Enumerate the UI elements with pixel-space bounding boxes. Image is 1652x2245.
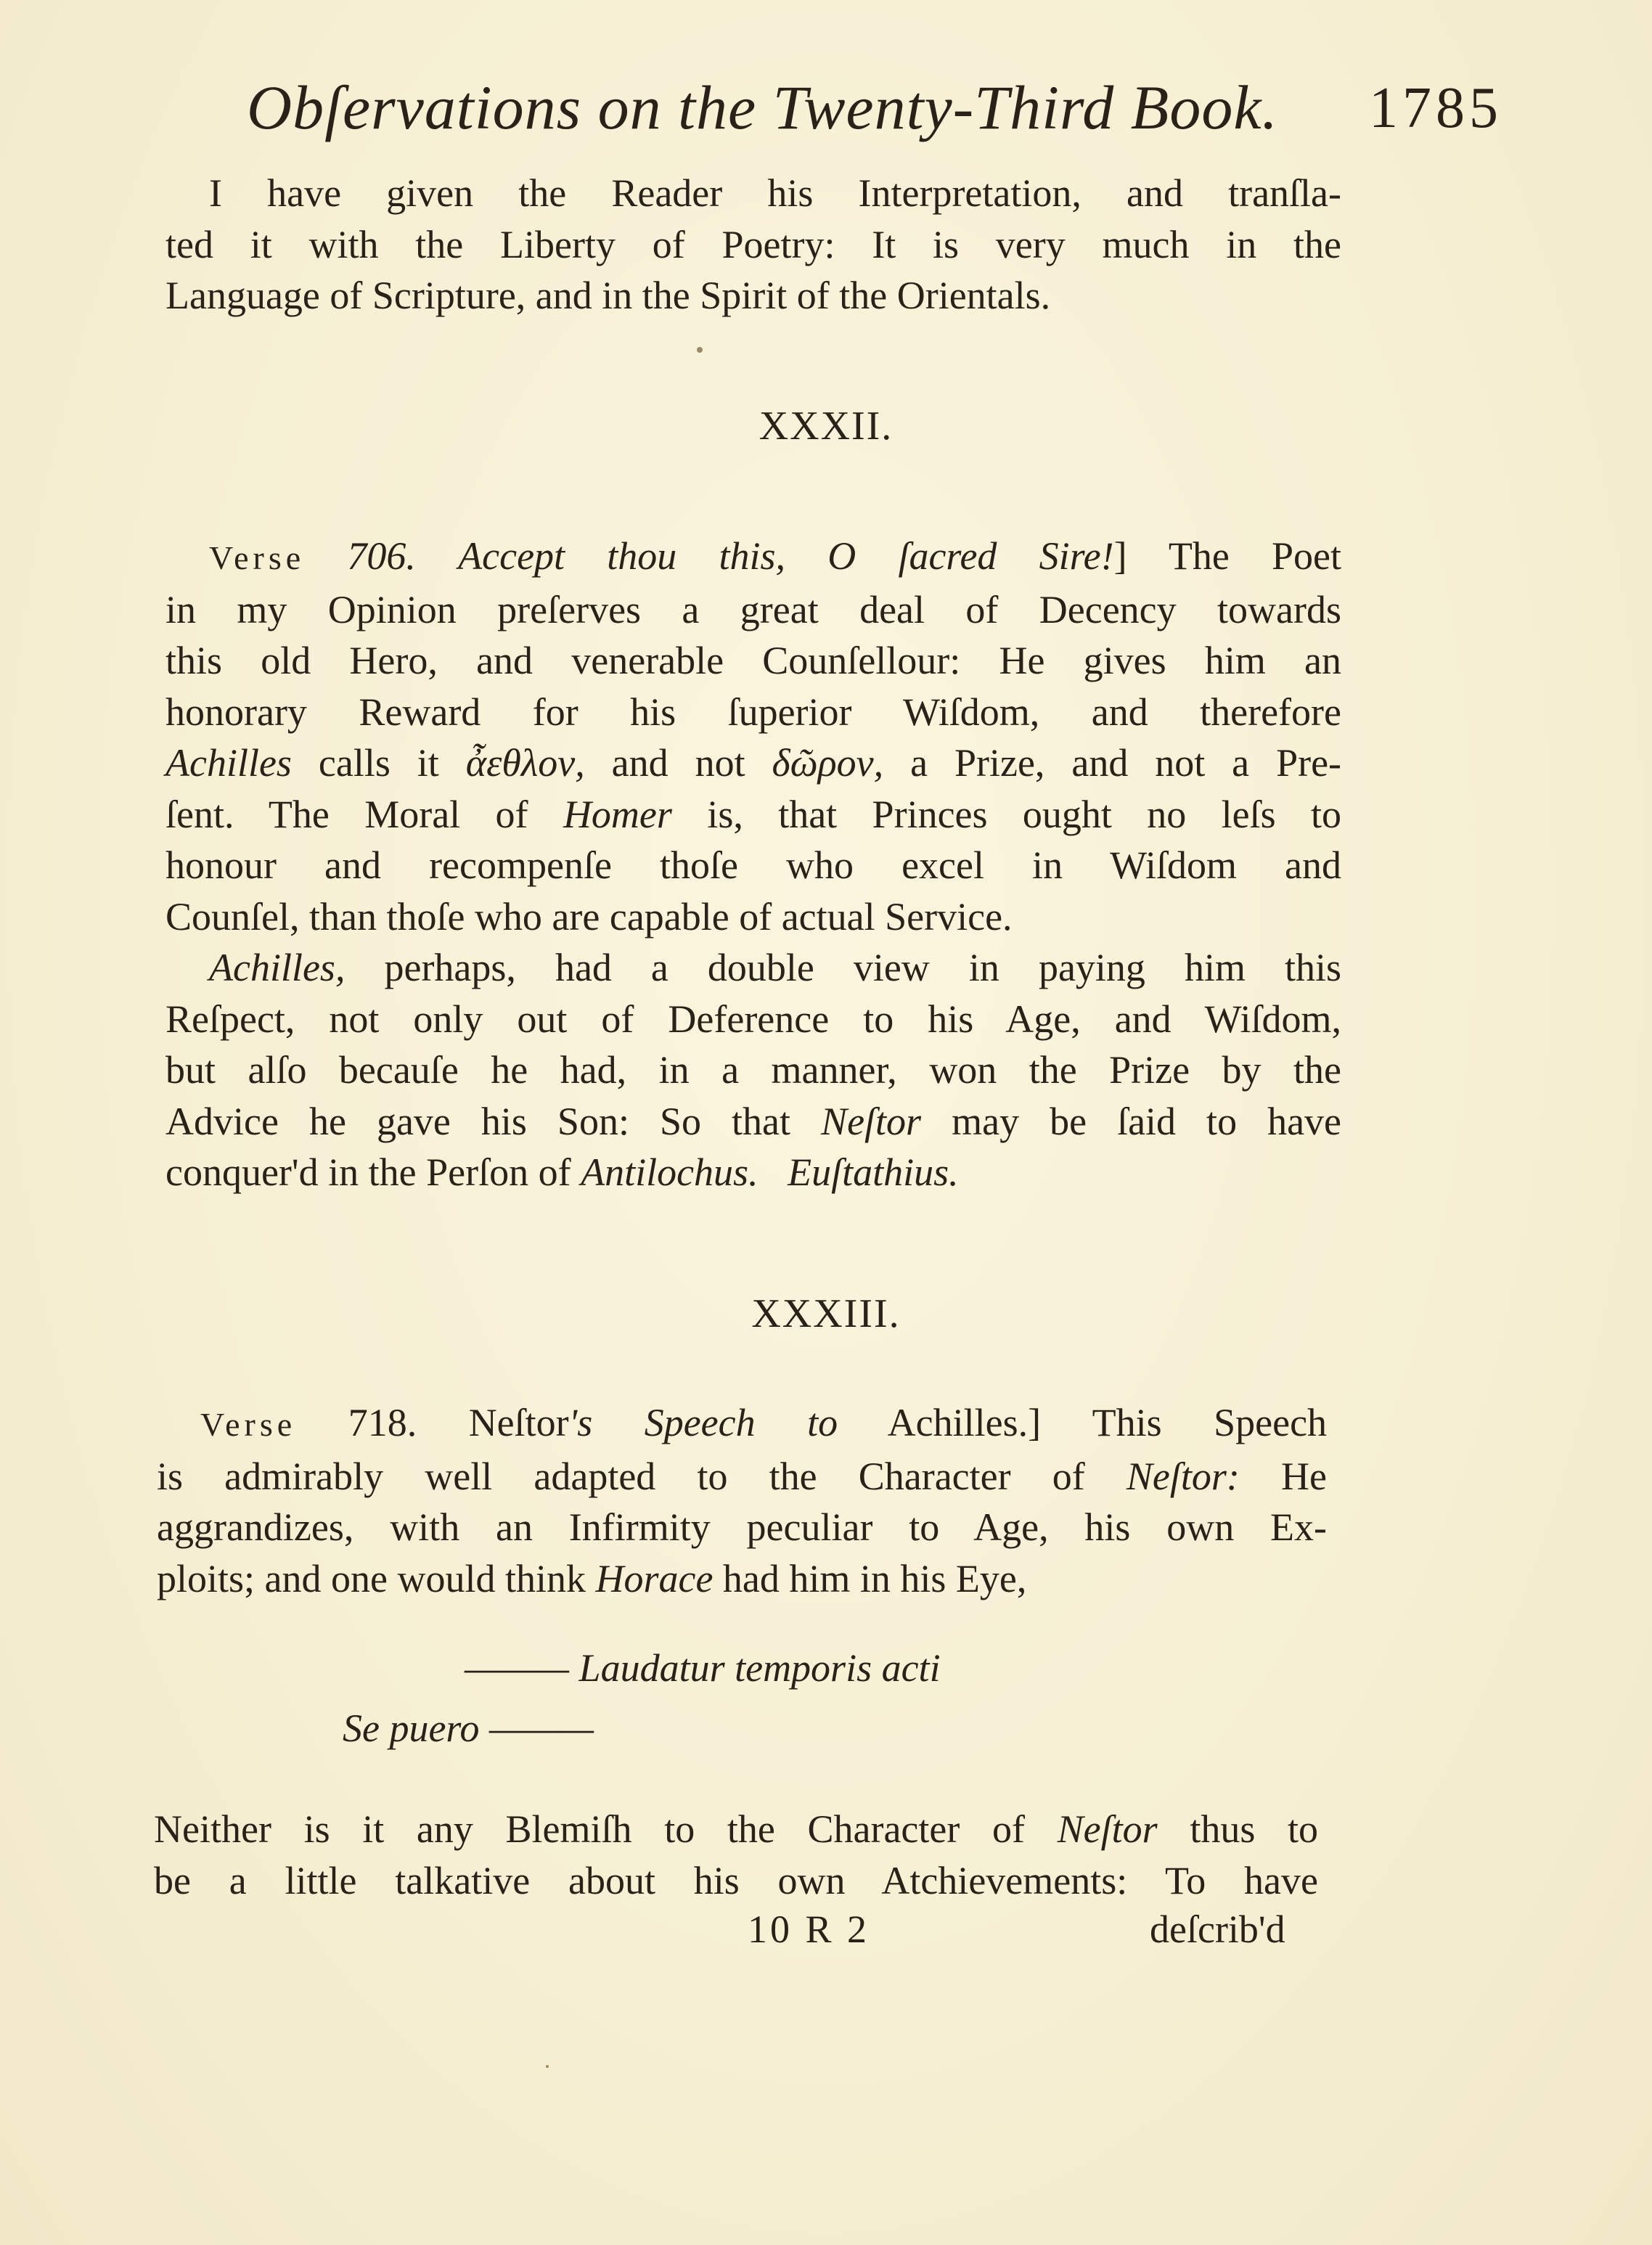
- verse-number: 718.: [348, 1401, 417, 1444]
- text-run: ploits; and one would think: [157, 1556, 586, 1600]
- text-run: is admirably well adapted to the Character of: [157, 1454, 1085, 1498]
- name-achilles: Achilles.]: [887, 1401, 1042, 1444]
- name-achilles: Achilles,: [209, 946, 345, 989]
- blemish-paragraph: [154, 1804, 1318, 1906]
- text-run: Advice he gave his Son: So that: [165, 1099, 791, 1143]
- section-heading-xxxiii: XXXIII.: [751, 1291, 901, 1336]
- text-run: and not: [611, 741, 745, 785]
- page-number: 1785: [1369, 76, 1502, 140]
- greek-word: δῶρον,: [772, 741, 884, 785]
- text-line: be a little talkative about his own Atchievements: To have: [154, 1858, 1318, 1902]
- text-run: perhaps, had a double view in paying him this: [384, 946, 1341, 989]
- text-line: honour and recompenſe thoſe who excel in Wiſdom and: [165, 843, 1341, 887]
- signature-mark: 10 R 2: [748, 1907, 870, 1951]
- text-run: had him in his Eye,: [722, 1556, 1027, 1600]
- verse-lead-line: [165, 531, 1341, 584]
- achilles-para-line: [165, 942, 1341, 994]
- name-nestor: Neſtor: [468, 1401, 569, 1444]
- text-line: honorary Reward for his ſuperior Wiſdom, and therefore: [165, 690, 1341, 734]
- bracket: ]: [1113, 534, 1127, 578]
- ink-speck: [546, 2065, 549, 2068]
- name-eustathius: Euſtathius.: [788, 1150, 959, 1194]
- nestor-line: [165, 1096, 1341, 1148]
- text-run: thus to: [1190, 1807, 1318, 1851]
- moral-line: [165, 789, 1341, 841]
- verse-label: Verse: [200, 1406, 297, 1443]
- text-run: Neither is it any Blemiſh to the Character of: [154, 1807, 1025, 1851]
- text-line: Language of Scripture, and in the Spirit of the Orientals.: [165, 274, 1051, 317]
- name-nestor: Neſtor: [821, 1099, 922, 1143]
- verse-label: Verse: [209, 539, 306, 576]
- text-run: calls it: [318, 741, 439, 785]
- ink-speck: [697, 347, 703, 353]
- text-run: 's: [568, 1401, 593, 1444]
- text-line: Counſel, than thoſe who are capable of actual Service.: [165, 894, 1013, 939]
- horace-line: [157, 1553, 1327, 1605]
- text-run: ſent. The Moral of: [165, 792, 528, 836]
- text-line: this old Hero, and venerable Counſellour: He gives him an: [165, 639, 1341, 682]
- latin-quote-line-1: ——— Laudatur temporis acti: [465, 1646, 941, 1690]
- section-heading-xxxii: XXXII.: [758, 404, 894, 449]
- speech-label: Speech to: [644, 1401, 838, 1444]
- verse-quote: Accept thou this, O ſacred Sire!: [458, 534, 1114, 578]
- text-line: Reſpect, not only out of Deference to his Age, and Wiſdom,: [165, 997, 1341, 1041]
- antilochus-line: [165, 1147, 1341, 1198]
- text-run: conquer'd in the Perſon of: [165, 1150, 571, 1194]
- name-horace: Horace: [595, 1556, 713, 1600]
- running-head: [247, 71, 1502, 144]
- text-line: ted it with the Liberty of Poetry: It is very much in the: [165, 222, 1341, 266]
- greek-word: ἆεθλον,: [465, 741, 585, 785]
- section-xxxii-text: [165, 531, 1341, 1198]
- name-homer: Homer: [563, 792, 672, 836]
- name-nestor: Neſtor:: [1126, 1454, 1240, 1498]
- text-run: a Prize, and not a Pre-: [910, 741, 1342, 785]
- name-achilles: Achilles: [165, 741, 292, 785]
- latin-quote-line-2: Se puero ———: [343, 1706, 594, 1750]
- text-line: but alſo becauſe he had, in a manner, won the Prize by the: [165, 1048, 1341, 1092]
- intro-paragraph: [165, 168, 1341, 322]
- text-line: aggrandizes, with an Infirmity peculiar to Age, his own Ex-: [157, 1505, 1327, 1549]
- lead-rest: The Poet: [1168, 534, 1342, 578]
- blemish-line: [154, 1804, 1318, 1855]
- text-run: He: [1281, 1454, 1327, 1498]
- page-title: Obſervations on the Twenty-Third Book.: [247, 73, 1279, 142]
- name-nestor: Neſtor: [1057, 1807, 1158, 1851]
- text-line: in my Opinion preſerves a great deal of Decency towards: [165, 587, 1341, 631]
- character-line: [157, 1451, 1327, 1502]
- section-xxxiii-text: [157, 1397, 1327, 1604]
- achilles-line: [165, 737, 1341, 789]
- text-run: This Speech: [1092, 1401, 1328, 1444]
- verse-number: 706.: [347, 534, 416, 578]
- verse-lead-line: [157, 1397, 1327, 1451]
- text-run: is, that Princes ought no leſs to: [707, 792, 1342, 836]
- text-line: I have given the Reader his Interpretation, and tranſla-: [209, 171, 1341, 215]
- name-antilochus: Antilochus.: [581, 1150, 758, 1194]
- text-run: may be ſaid to have: [952, 1099, 1342, 1143]
- catchword: deſcrib'd: [1150, 1907, 1285, 1951]
